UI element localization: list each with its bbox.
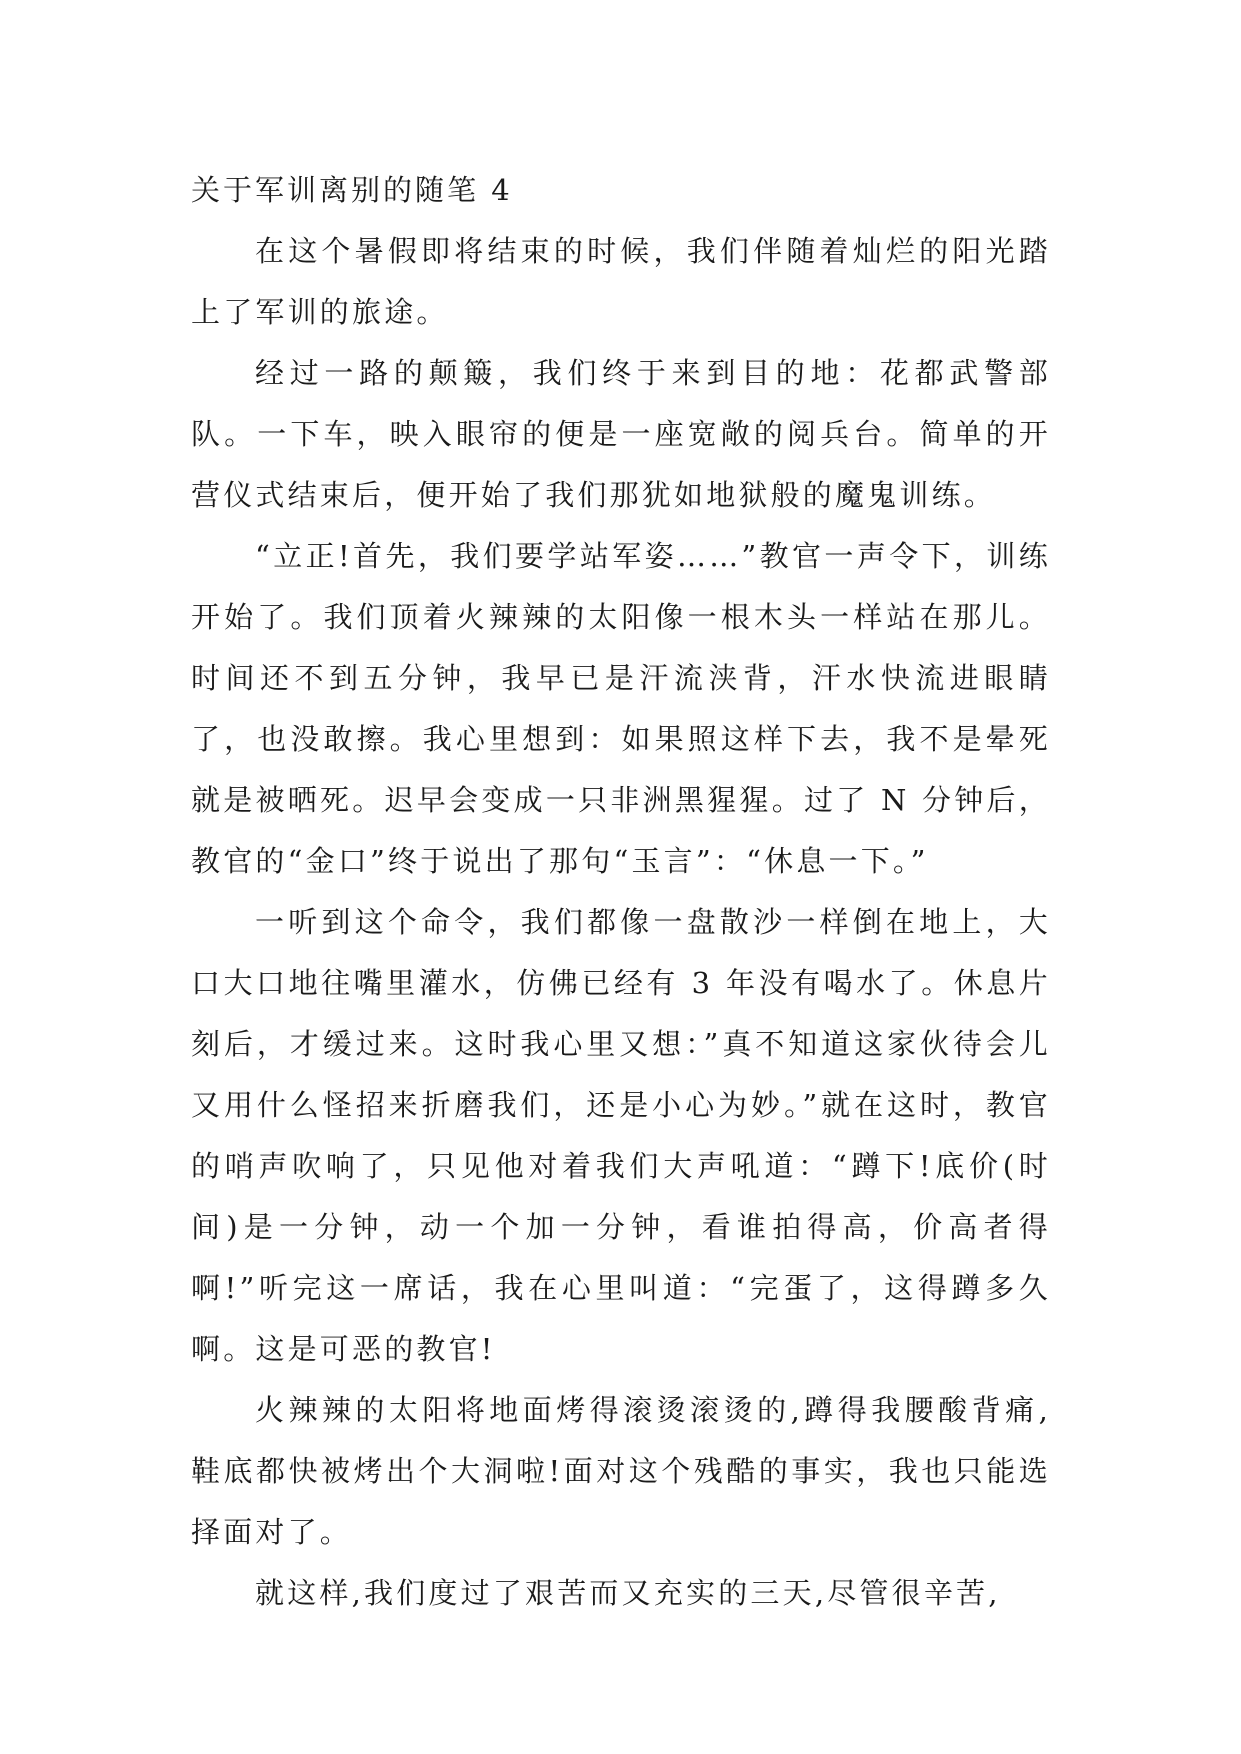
paragraph-1: 在这个暑假即将结束的时候，我们伴随着灿烂的阳光踏上了军训的旅途。 [191,234,1051,329]
paragraph-2: 经过一路的颠簸，我们终于来到目的地：花都武警部队。一下车，映入眼帘的便是一座宽敞的阅兵台。简单的开营仪式结束后，便开始了我们那犹如地狱般的魔鬼训练。 [191,356,1051,512]
paragraph-6: 就这样,我们度过了艰苦而又充实的三天,尽管很辛苦, [255,1576,1001,1610]
paragraph-4: 一听到这个命令，我们都像一盘散沙一样倒在地上，大口大口地往嘴里灌水，仿佛已经有 3 年没有喝水了。休息片刻后，才缓过来。这时我心里又想：”真不知道这家伙待会儿又用什么怪招来折磨我们，还是小心为妙。”就在这时，教官的哨声吹响了，只见他对着我们大声吼道：“蹲下!底价(时间)是一分钟，动一个加一分钟，看谁拍得高，价高者得啊!”听完这一席话，我在心里叫道：“完蛋了，这得蹲多久啊。这是可恶的教官! [191,905,1051,1366]
paragraph-3: “立正!首先，我们要学站军姿……”教官一声令下，训练开始了。我们顶着火辣辣的太阳像一根木头一样站在那儿。时间还不到五分钟，我早已是汗流浃背，汗水快流进眼睛了，也没敢擦。我心里想到：如果照这样下去，我不是晕死就是被晒死。迟早会变成一只非洲黑猩猩。过了 N 分钟后，教官的“金口”终于说出了那句“玉言”：“休息一下。” [191,539,1051,878]
document-body [191,160,1051,1624]
document-title: 关于军训离别的随笔 4 [191,173,513,207]
paragraph-5: 火辣辣的太阳将地面烤得滚烫滚烫的,蹲得我腰酸背痛,鞋底都快被烤出个大洞啦!面对这个残酷的事实，我也只能选择面对了。 [191,1393,1051,1549]
